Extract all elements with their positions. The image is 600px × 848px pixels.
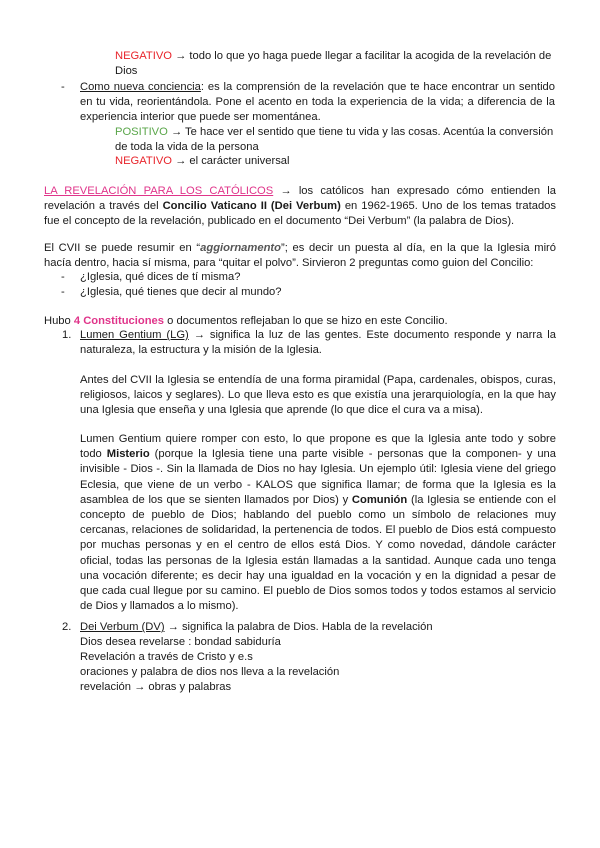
positivo-text: → Te hace ver el sentido que tiene tu vida y las cosas. Acentúa la conversión de toda la vida de la persona — [115, 126, 554, 154]
dv-line-3: oraciones y palabra de dios nos lleva a la revelación — [80, 666, 340, 678]
dv-line-4: revelación → obras y palabras — [80, 681, 232, 693]
negativo-text: → todo lo que yo haga puede llegar a facilitar la acogida de la revelación de Dios — [115, 50, 552, 78]
nueva-conciencia-paragraph — [80, 80, 555, 126]
negativo-note-2 — [115, 154, 555, 169]
nueva-conciencia-term: Como nueva conciencia — [80, 81, 201, 93]
catolicos-heading: LA REVELACIÓN PARA LOS CATÓLICOS — [44, 185, 274, 197]
nueva-conciencia-text: : es la comprensión de la revelación que te hace encontrar un sentido en tu vida, reorientándola. Pone el acento en toda la experiencia de la vida; a diferencia de la experiencia interior que puede ser momentánea. — [80, 81, 556, 124]
constituciones-highlight: 4 Constituciones — [73, 315, 164, 327]
bullet-dash: - — [61, 271, 65, 283]
lumen-gentium-para3 — [80, 432, 556, 614]
lumen-gentium-text: → significa la luz de las gentes. Este documento responde y narra la naturaleza, la estructura y la misión de la Iglesia. — [80, 329, 556, 357]
positivo-note — [115, 125, 555, 155]
bullet-dash: - — [61, 286, 65, 298]
lumen-gentium-title: Lumen Gentium (LG) — [80, 329, 189, 341]
question-2: ¿Iglesia, qué tienes que decir al mundo? — [80, 286, 282, 298]
negativo-label-2: NEGATIVO — [115, 155, 172, 167]
bullet-dash: - — [61, 81, 65, 93]
dv-line-2: Revelación a través de Cristo y e.s — [80, 651, 253, 663]
dei-verbum-intro — [80, 620, 556, 635]
negativo-label: NEGATIVO — [115, 50, 172, 62]
comunion-bold: Comunión — [351, 493, 408, 506]
list-number: 2. — [62, 621, 72, 633]
catolicos-text-b: en 1962-1965. Uno de los temas tratados fue el concepto de la revelación, publicado en el documento “Dei Verbum” (la palabra de Dios). — [44, 200, 557, 228]
catolicos-text-a: → los católicos han expresado cómo entienden la revelación a través del — [44, 185, 556, 213]
misterio-bold: Misterio — [106, 448, 150, 461]
lumen-gentium-para2: Antes del CVII la Iglesia se entendía de una forma piramidal (Papa, cardenales, obispos, curas, religiosos, laicos y seglares). Lo que lleva esto es que existía una jerarquiología, en la que hay una Iglesia que enseña y una Iglesia que aprende (lo que dice el cura va a misa). — [80, 374, 556, 417]
negativo-note-1 — [115, 49, 555, 79]
lg-p3-text-d: (la Iglesia se entiende con el concepto de pueblo de Dios; hablando del pueblo como un símbolo de relaciones muy cercanas, relaciones de solidaridad, la pertenencia de todos. El pueblo de Dios está compuesto por muchas personas y en el centro de ellos está Dios. Y como novedad, dándole carácter oficial, todas las personas de la Iglesia están llamadas a la santidad. Aunque cada uno tenga una vocación diferente; es decir hay una igualdad en la vocación y en la dignidad a pesar de que cada cual llegue por su camino. El pueblo de Dios somos todos y todos estamos al servicio de Dios y llamados a lo mismo). — [80, 493, 556, 613]
catolicos-paragraph — [44, 184, 556, 230]
positivo-label: POSITIVO — [115, 126, 168, 138]
question-1: ¿Iglesia, qué dices de tí misma? — [80, 271, 241, 283]
list-number: 1. — [62, 329, 72, 341]
cvii-text-a: El CVII se puede resumir en “ — [44, 242, 201, 254]
constituciones-text-a: Hubo — [44, 315, 74, 327]
concilio-vaticano-bold: Concilio Vaticano II (Dei Verbum) — [162, 200, 341, 213]
cvii-paragraph — [44, 241, 556, 271]
dei-verbum-title: Dei Verbum (DV) — [80, 621, 165, 633]
dv-line-1: Dios desea revelarse : bondad sabiduría — [80, 636, 281, 648]
constituciones-paragraph — [44, 314, 556, 329]
cvii-text-b: ”; es decir un puesta al día, en la que la Iglesia miró hacía dentro, hacia sí misma, para “quitar el polvo”. Sirvieron 2 preguntas como guion del Concilio: — [44, 242, 556, 270]
dei-verbum-text: → significa la palabra de Dios. Habla de la revelación — [164, 621, 433, 633]
aggiornamento-term: aggiornamento — [200, 242, 281, 254]
constituciones-text-b: o documentos reflejaban lo que se hizo en este Concilio. — [164, 315, 448, 327]
lg-p3-text-a: Lumen Gentium quiere romper con esto, lo que propone es que la Iglesia ante todo y sobre todo — [80, 433, 556, 461]
lg-p3-text-c: (porque la Iglesia tiene una parte visible - personas que la componen- y una invisible - Dios -. Sin la llamada de Dios no hay Iglesia. Un ejemplo útil: Iglesia viene del griego Eclesia, que viene de un verbo - KALOS que significa llamar; de forma que la Iglesia es la asamblea de los que se sienten llamados por Dios) y — [80, 448, 556, 506]
lumen-gentium-intro — [80, 328, 556, 358]
negativo-text-2: → el carácter universal — [171, 155, 290, 167]
